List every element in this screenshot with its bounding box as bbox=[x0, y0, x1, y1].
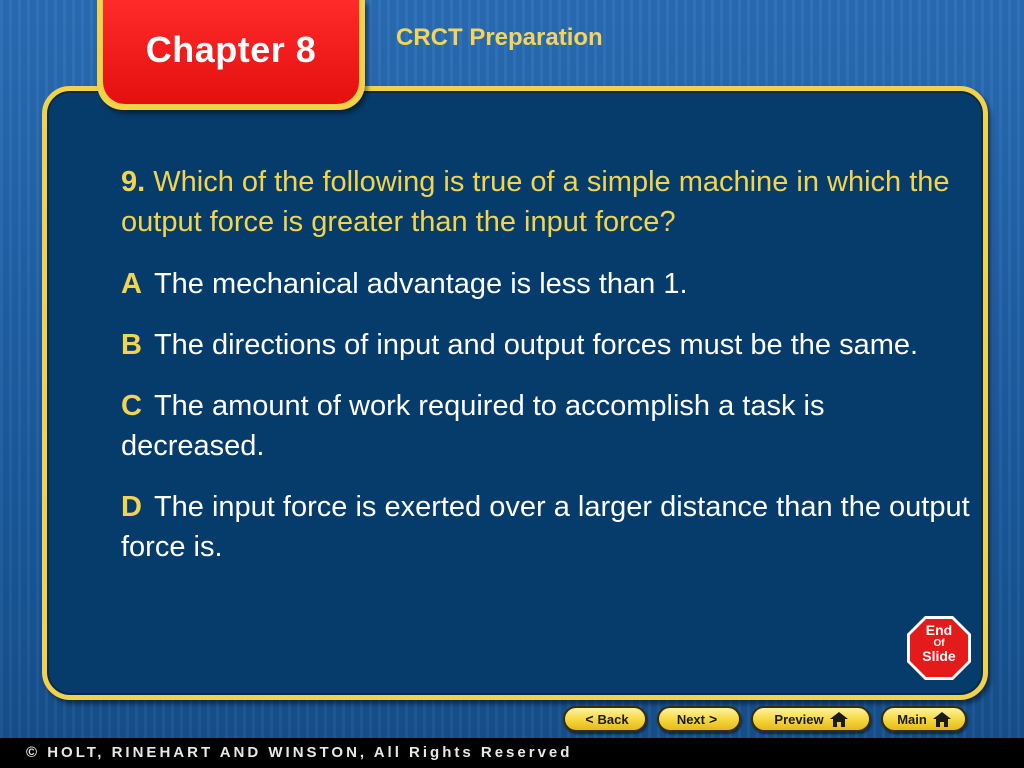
home-icon bbox=[830, 712, 848, 727]
answer-option-a bbox=[121, 264, 971, 304]
copyright-text: © HOLT, RINEHART AND WINSTON, All Rights Reserved bbox=[26, 744, 573, 761]
next-label: Next bbox=[676, 711, 705, 727]
chapter-label: Chapter 8 bbox=[145, 29, 317, 70]
preview-label: Preview bbox=[774, 711, 824, 727]
answer-letter: B bbox=[121, 329, 142, 361]
answer-text: The amount of work required to accomplish a task is decreased. bbox=[121, 390, 825, 462]
end-of-slide-button[interactable] bbox=[906, 615, 972, 681]
page-title: CRCT Preparation bbox=[396, 24, 603, 51]
answer-letter: A bbox=[121, 268, 142, 300]
chapter-tab-face bbox=[103, 0, 359, 104]
slide-label: Slide bbox=[922, 648, 956, 664]
answer-option-d bbox=[121, 487, 971, 567]
answer-text: The input force is exerted over a larger distance than the output force is. bbox=[121, 491, 970, 563]
answer-text: The mechanical advantage is less than 1. bbox=[153, 268, 688, 300]
answer-text: The directions of input and output forces must be the same. bbox=[153, 329, 919, 361]
of-label: Of bbox=[933, 638, 945, 649]
chapter-tab bbox=[97, 0, 365, 110]
answer-letter: D bbox=[121, 491, 142, 523]
answer-letter: C bbox=[121, 390, 142, 422]
question-body: Which of the following is true of a simple machine in which the output force is greater than the input force? bbox=[121, 166, 950, 238]
main-button[interactable] bbox=[881, 706, 967, 732]
question-content bbox=[121, 162, 971, 588]
question-text bbox=[121, 162, 971, 242]
home-icon bbox=[933, 712, 951, 727]
end-label: End bbox=[925, 622, 953, 638]
answer-option-c bbox=[121, 386, 971, 466]
back-button[interactable] bbox=[563, 706, 647, 732]
end-of-slide-label bbox=[906, 623, 972, 664]
preview-button[interactable] bbox=[751, 706, 871, 732]
chevron-right-icon: > bbox=[709, 711, 718, 727]
next-button[interactable] bbox=[657, 706, 741, 732]
footer-bar bbox=[0, 738, 1024, 768]
chevron-left-icon: < bbox=[585, 711, 594, 727]
main-label: Main bbox=[897, 711, 927, 727]
back-label: Back bbox=[597, 711, 629, 727]
question-number: 9. bbox=[121, 166, 146, 198]
answer-option-b bbox=[121, 325, 971, 365]
